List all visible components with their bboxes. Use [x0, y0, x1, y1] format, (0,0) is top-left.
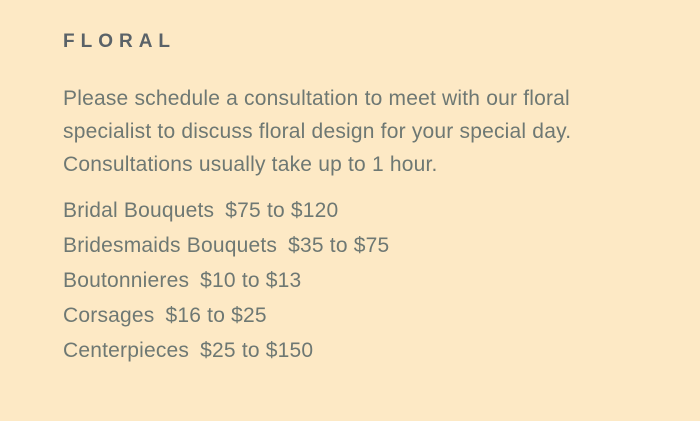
page-title: FLORAL — [63, 31, 177, 52]
intro-paragraph — [63, 82, 660, 181]
price-list — [63, 193, 660, 368]
item-name: Bridesmaids Bouquets — [63, 234, 278, 257]
price-list-item — [63, 263, 660, 298]
item-name: Centerpieces — [63, 339, 190, 362]
intro-line: Consultations usually take up to 1 hour. — [63, 153, 438, 176]
price-list-item — [63, 228, 660, 263]
item-price: $25 to $150 — [200, 339, 314, 362]
price-list-item — [63, 298, 660, 333]
item-price: $10 to $13 — [200, 269, 302, 292]
item-name: Bridal Bouquets — [63, 199, 215, 222]
intro-line: specialist to discuss floral design for your special day. — [63, 120, 572, 143]
item-price: $16 to $25 — [165, 304, 267, 327]
item-name: Boutonnieres — [63, 269, 190, 292]
intro-line: Please schedule a consultation to meet with our floral — [63, 87, 570, 110]
price-list-item — [63, 333, 660, 368]
item-price: $35 to $75 — [288, 234, 390, 257]
item-price: $75 to $120 — [225, 199, 339, 222]
item-name: Corsages — [63, 304, 155, 327]
price-list-item — [63, 193, 660, 228]
